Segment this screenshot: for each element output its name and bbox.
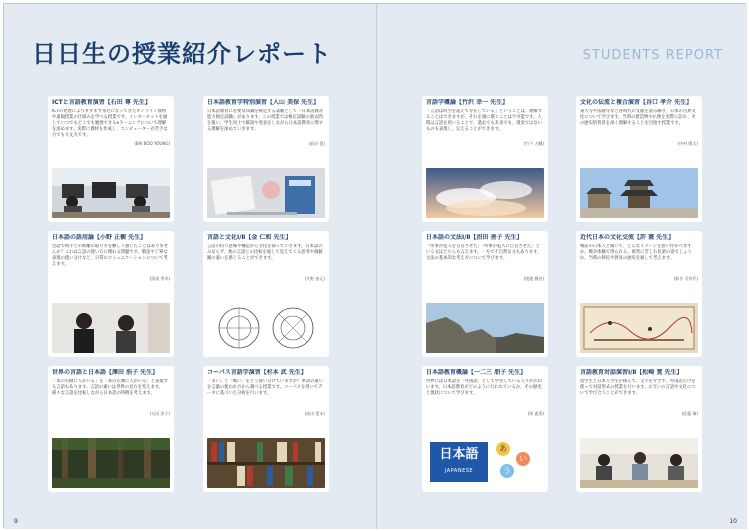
card-author: (前田 愛) <box>308 141 325 146</box>
card-body: 「所事が犯人を自首させた」「所事が犯人に自首させた」という文はどちらも言えます。一方で不自然な文もあります。文法の基本的な考え方について学びます。 <box>426 244 542 261</box>
card-body: 戦前の日本人と聞いて、どんなイメージを思い浮かべますか。戦争体験で得られる、被害に苦しむ民衆の姿でしょうか。当時の移民や貿易の歴史を通して考えます。 <box>580 244 692 261</box>
card-body: 日本語教育に必要な知識を検定する試験として『日本語教育能力検定試験』があります。この授業では検定試験の過去問を扱い、学生同士で解説や発表をしながら日本語教育に関する理解を深めていきます。 <box>207 109 324 132</box>
bookshelf-photo <box>207 438 325 488</box>
card-title: 世界の言語と日本語【澤田 浩子 先生】 <box>52 369 159 376</box>
report-card <box>48 96 174 222</box>
map-document-image <box>580 303 698 353</box>
report-card <box>48 231 174 357</box>
report-card <box>576 366 702 492</box>
card-body: 会話で相手との距離の取り方を難しく感じたことはありませんか？これは言語の使い方に関わる問題です。敬語や丁寧な表現の使い分けなど、日常のコミュニケーションについて考えます。 <box>52 244 169 267</box>
card-title: 近代日本の文化交流【許 寰 先生】 <box>580 234 675 241</box>
report-card <box>422 366 548 492</box>
kana-bubble: あ <box>496 442 510 456</box>
card-title: 日本語の語用論【小野 正樹 先生】 <box>52 234 147 241</box>
japanese-logo: 日本語 JAPANESE <box>430 442 488 482</box>
card-body: 「言語は時空を超えて存在している」ということは、理解することはできますが、それを頭に描くことは不可能です。人間は言語を用いることで、過去でも未来でも、現実ではないものも表現し、伝えることができます。 <box>426 109 543 132</box>
card-title: 日本語の文法Ⅰ/Ⅱ【沼田 善子 先生】 <box>426 234 523 241</box>
card-author: (高田 愛未) <box>304 411 325 416</box>
report-spread <box>3 3 746 528</box>
page-number-right: 10 <box>729 518 737 525</box>
card-author: (太田 涼子) <box>149 411 170 416</box>
study-desk-photo <box>207 168 325 218</box>
report-card <box>422 96 548 222</box>
cliff-photo <box>426 303 544 353</box>
computer-lab-photo <box>52 168 170 218</box>
card-title: 日本語教育概論【一二三 朋子 先生】 <box>426 369 527 376</box>
card-body: 世界には日本語を「外国語」として学習している人々が沢山います。日本語教育がどのように行われているか、その歴史と現状について学びます。 <box>426 379 543 396</box>
right-page <box>376 4 747 529</box>
card-author: (矢野 裕元) <box>304 276 325 281</box>
kana-bubble: い <box>516 452 530 466</box>
card-author: (黒須 秀実) <box>149 276 170 281</box>
card-author: (BAI BOO YOUNG) <box>134 141 170 146</box>
report-subtitle: STUDENTS REPORT <box>582 48 723 63</box>
japanese-logo-image <box>426 438 544 488</box>
card-author: (中村 陽太) <box>677 141 698 146</box>
page-title: 日日生の授業紹介レポート <box>32 40 332 68</box>
card-title: 言語教育対話演習Ⅰ/Ⅱ【松崎 寛 先生】 <box>580 369 683 376</box>
card-body: 留学生と日本人学生が組んで、文字を介さず、外国語だけを使って対話形式の授業を行います。お互いの言語や文化について学び合うことができます。 <box>580 379 696 396</box>
card-author: (佐藤 瑞) <box>681 411 698 416</box>
card-author: (新谷 可奈代) <box>673 276 698 281</box>
report-card <box>422 231 548 357</box>
classroom-photo <box>580 438 698 488</box>
card-body: 「本の右側に人がいる」を「本の左側に人がいる」と表現する言語もあります。言語の違いは世界の見方を変えます。様々な言語を比較しながら日本語の特徴を考えます。 <box>52 379 169 396</box>
card-author: (竹下 大輔) <box>523 141 544 146</box>
temple-photo <box>580 168 698 218</box>
report-card <box>48 366 174 492</box>
card-title: ICTと言語教育演習【石田 尊 先生】 <box>52 99 151 106</box>
card-body: ICTの発達によりますます身近になってきたオンライン教材や遠隔授業の仕組みを学べる授業です。インターネットを通じていつでもどこでも勉強できるeラーニングについて理解を深めます。実際に教材を作成し、コンピューターが苦手な方でも大丈夫です。 <box>52 109 168 138</box>
card-title: 日本語教育学特別演習【入山 美保 先生】 <box>207 99 320 106</box>
page-number-left: 9 <box>14 518 18 525</box>
report-card <box>576 96 702 222</box>
card-title: 文化の伝流と複合演習【谷口 孝介 先生】 <box>580 99 693 106</box>
diagram-image <box>207 303 325 353</box>
card-body: 「争い」と「戦い」をどう使い分けていますか？単語の違いを言葉の使われ方から調べる授業です。コーパスを用いてデータに基づいた分析を行います。 <box>207 379 324 396</box>
sky-photo <box>426 168 544 218</box>
report-card <box>576 231 702 357</box>
card-author: (岡 遙菜) <box>527 411 544 416</box>
report-card <box>203 231 329 357</box>
card-title: 言語と文化Ⅰ/Ⅱ【金 仁和 先生】 <box>207 234 292 241</box>
card-author: (渡邊 鳳亮) <box>523 276 544 281</box>
card-title: 言語学概論【竹沢 幸一 先生】 <box>426 99 509 106</box>
card-body: 言語の持つ意味や構造から文化を探っていきます。日本語のみならず、他の言語との比較を通して見えてくる思考や価値観の違いを感じることができます。 <box>207 244 323 261</box>
students-photo <box>52 303 170 353</box>
forest-photo <box>52 438 170 488</box>
kana-bubble: う <box>500 464 514 478</box>
left-page <box>4 4 376 529</box>
card-body: 東大寺や法隆寺など各時代の文献を読み解き、日本の古典文化について学びます。当時の建造物や仏像を実際に訪れ、その歴史的背景を深く理解することを目指す授業です。 <box>580 109 696 126</box>
report-card <box>203 96 329 222</box>
report-card <box>203 366 329 492</box>
card-title: コーパス言語学演習【杉本 武 先生】 <box>207 369 307 376</box>
